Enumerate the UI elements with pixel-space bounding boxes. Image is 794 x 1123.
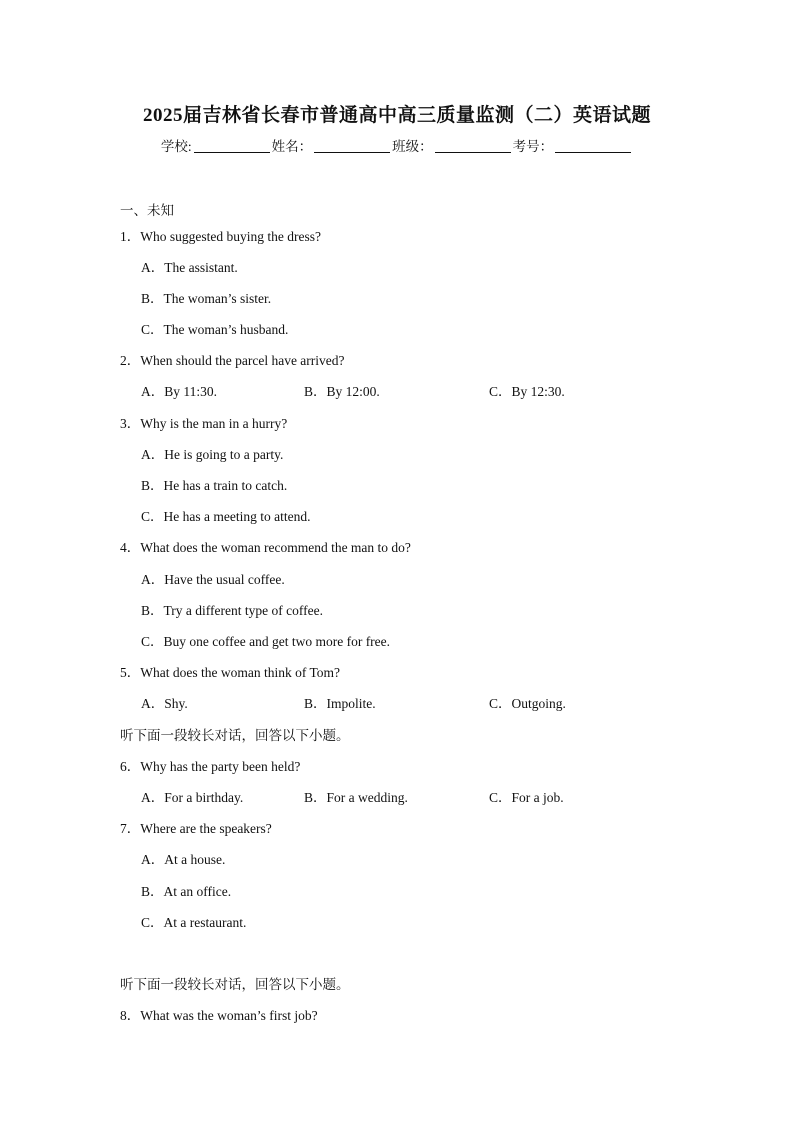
school-label: 学校: xyxy=(160,139,192,154)
school-blank[interactable] xyxy=(194,138,270,153)
question-4-option-c: C．Buy one coffee and get two more for free. xyxy=(141,634,391,649)
name-label: 姓名： xyxy=(271,139,313,154)
question-4-stem: 4．What does the woman recommend the man to do? xyxy=(120,540,411,555)
question-6-stem: 6．Why has the party been held? xyxy=(120,759,301,774)
question-2-option-c: C．By 12:30. xyxy=(489,384,565,399)
question-5-option-c: C．Outgoing. xyxy=(489,696,566,711)
question-2-option-a: A．By 11:30. xyxy=(141,384,218,399)
exam-title: 2025届吉林省长春市普通高中高三质量监测（二）英语试题 xyxy=(142,105,651,126)
question-1-option-a: A．The assistant. xyxy=(141,260,238,275)
question-1-stem: 1．Who suggested buying the dress? xyxy=(120,229,321,244)
question-2-option-b: B．By 12:00. xyxy=(304,384,380,399)
question-1-option-c: C．The woman’s husband. xyxy=(141,322,289,337)
name-blank[interactable] xyxy=(314,138,390,153)
question-3-option-a: A．He is going to a party. xyxy=(141,447,284,462)
question-3-stem: 3．Why is the man in a hurry? xyxy=(120,416,288,431)
question-3-option-c: C．He has a meeting to attend. xyxy=(141,509,311,524)
question-7-option-b: B．At an office. xyxy=(141,884,232,899)
exam-number-label: 考号： xyxy=(512,139,554,154)
question-5-option-a: A．Shy. xyxy=(141,696,188,711)
question-6-option-b: B．For a wedding. xyxy=(304,790,408,805)
class-label: 班级： xyxy=(392,139,433,154)
exam-number-blank[interactable] xyxy=(555,138,631,153)
question-4-option-b: B．Try a different type of coffee. xyxy=(141,603,323,618)
question-5-option-b: B．Impolite. xyxy=(304,696,376,711)
student-info-line xyxy=(0,137,794,157)
listening-instruction-2: 听下面一段较长对话，回答以下小题。 xyxy=(120,977,350,992)
question-7-stem: 7．Where are the speakers? xyxy=(120,821,272,836)
question-6-option-c: C．For a job. xyxy=(489,790,564,805)
question-6-option-a: A．For a birthday. xyxy=(141,790,244,805)
question-7-option-a: A．At a house. xyxy=(141,852,226,867)
question-3-option-b: B．He has a train to catch. xyxy=(141,478,288,493)
listening-instruction: 听下面一段较长对话，回答以下小题。 xyxy=(120,728,350,743)
question-8-stem: 8．What was the woman’s first job? xyxy=(120,1008,318,1023)
class-blank[interactable] xyxy=(435,138,511,153)
question-4-option-a: A．Have the usual coffee. xyxy=(141,572,285,587)
section-heading: 一、未知 xyxy=(120,203,174,218)
question-1-option-b: B．The woman’s sister. xyxy=(141,291,272,306)
question-7-option-c: C．At a restaurant. xyxy=(141,915,247,930)
question-2-stem: 2．When should the parcel have arrived? xyxy=(120,353,345,368)
question-5-stem: 5．What does the woman think of Tom? xyxy=(120,665,341,680)
